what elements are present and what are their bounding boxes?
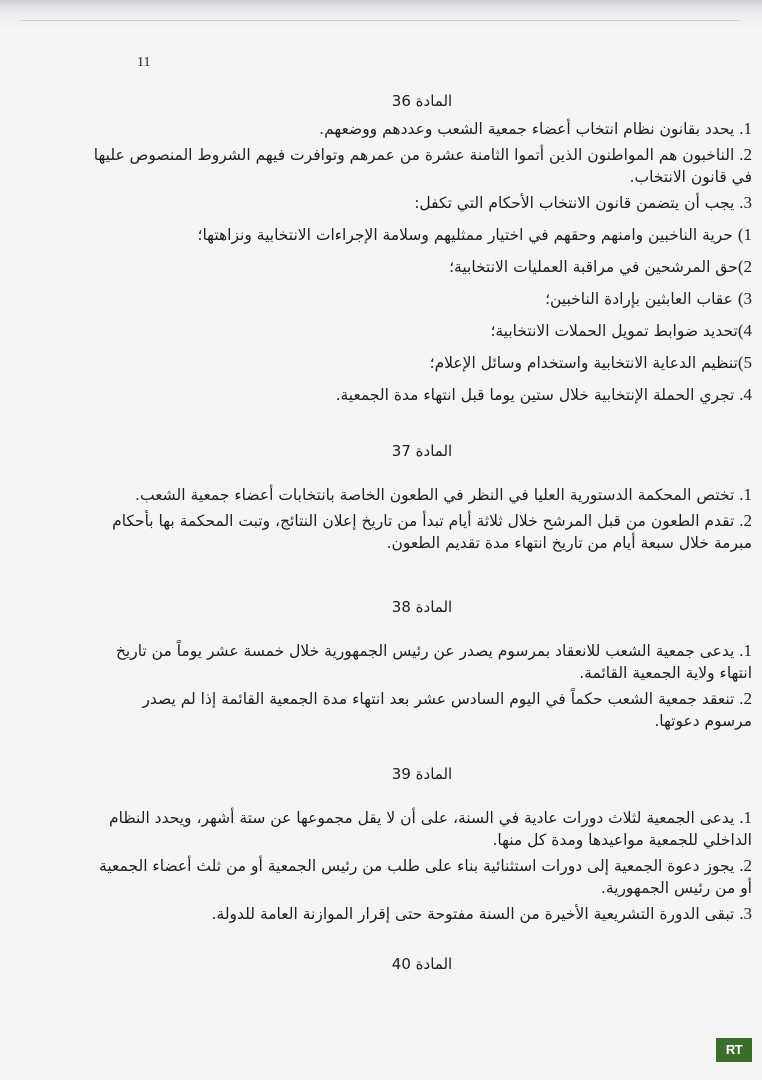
item-number: 2. <box>739 511 752 530</box>
article-item <box>92 192 752 214</box>
article-heading: المادة 38 <box>391 598 453 616</box>
item-number: 5) <box>737 353 752 372</box>
scan-line <box>20 20 740 21</box>
article-item <box>92 352 752 374</box>
item-number: 2. <box>739 689 752 708</box>
item-number: 3) <box>737 289 752 308</box>
article-heading: المادة 39 <box>391 765 453 783</box>
article-item <box>92 640 752 684</box>
article-item <box>92 118 752 140</box>
item-text: يجوز دعوة الجمعية إلى دورات استثنائية بناء على طلب من رئيس الجمعية أو من ثلث أعضاء الجمعية أو من رئيس الجمهورية. <box>99 857 752 897</box>
article-item <box>92 288 752 310</box>
item-text: تنعقد جمعية الشعب حكماً في اليوم السادس عشر بعد انتهاء مدة الجمعية القائمة إذا لم يصدر مرسوم دعوتها. <box>142 690 752 730</box>
article-item <box>92 144 752 188</box>
article-item <box>92 224 752 246</box>
item-text: الناخبون هم المواطنون الذين أتموا الثامنة عشرة من عمرهم وتوافرت فيهم الشروط المنصوص عليها في قانون الانتخاب. <box>93 146 752 186</box>
article-40 <box>92 955 752 981</box>
item-number: 4) <box>737 321 752 340</box>
item-number: 1. <box>739 808 752 827</box>
article-item <box>92 807 752 851</box>
item-number: 2. <box>739 856 752 875</box>
item-text: تبقى الدورة التشريعية الأخيرة من السنة مفتوحة حتى إقرار الموازنة العامة للدولة. <box>211 905 740 923</box>
item-text: تنظيم الدعاية الانتخابية واستخدام وسائل الإعلام؛ <box>429 354 738 372</box>
article-36 <box>92 92 752 410</box>
article-heading: المادة 37 <box>391 442 453 460</box>
item-text: تقدم الطعون من قبل المرشح خلال ثلاثة أيام تبدأ من تاريخ إعلان النتائج، وتبت المحكمة بها بأحكام مبرمة خلال سبعة أيام من تاريخ انتهاء مدة تقديم الطعون. <box>112 512 752 552</box>
article-39 <box>92 765 752 929</box>
item-text: يجب أن يتضمن قانون الانتخاب الأحكام التي تكفل: <box>414 194 740 212</box>
article-item <box>92 320 752 342</box>
page-number: 11 <box>137 55 151 70</box>
item-text: تحديد ضوابط تمويل الحملات الانتخابية؛ <box>490 322 738 340</box>
rt-logo: RT <box>716 1038 752 1062</box>
article-item <box>92 484 752 506</box>
article-heading: المادة 36 <box>391 92 453 110</box>
item-text: عقاب العابثين بإرادة الناخبين؛ <box>545 290 738 308</box>
item-text: يدعى الجمعية لثلاث دورات عادية في السنة، على أن لا يقل مجموعها عن ستة أشهر، ويحدد النظام الداخلي للجمعية مواعيدها ومدة كل منها. <box>109 809 752 849</box>
item-number: 4. <box>739 385 752 404</box>
article-item <box>92 384 752 406</box>
item-number: 1) <box>737 225 752 244</box>
article-item <box>92 510 752 554</box>
item-text: يحدد بقانون نظام انتخاب أعضاء جمعية الشعب وعددهم ووضعهم. <box>319 120 740 138</box>
article-item <box>92 855 752 899</box>
item-text: تجري الحملة الإنتخابية خلال ستين يوما قبل انتهاء مدة الجمعية. <box>335 386 740 404</box>
article-37 <box>92 442 752 558</box>
article-item <box>92 688 752 732</box>
item-number: 2. <box>739 145 752 164</box>
item-text: تختص المحكمة الدستورية العليا في النظر في الطعون الخاصة بانتخابات أعضاء جمعية الشعب. <box>135 486 740 504</box>
item-number: 2) <box>737 257 752 276</box>
item-number: 3. <box>739 193 752 212</box>
item-text: حرية الناخبين وامنهم وحقهم في اختيار ممثليهم وسلامة الإجراءات الانتخابية ونزاهتها؛ <box>197 226 738 244</box>
article-item <box>92 903 752 925</box>
article-heading: المادة 40 <box>391 955 453 973</box>
item-number: 1. <box>739 119 752 138</box>
article-item <box>92 256 752 278</box>
item-text: يدعى جمعية الشعب للانعقاد بمرسوم يصدر عن رئيس الجمهورية خلال خمسة عشر يوماً من تاريخ انتهاء ولاية الجمعية القائمة. <box>115 642 752 682</box>
item-text: حق المرشحين في مراقبة العمليات الانتخابية؛ <box>449 258 738 276</box>
article-38 <box>92 598 752 736</box>
item-number: 1. <box>739 641 752 660</box>
item-number: 1. <box>739 485 752 504</box>
item-number: 3. <box>739 904 752 923</box>
